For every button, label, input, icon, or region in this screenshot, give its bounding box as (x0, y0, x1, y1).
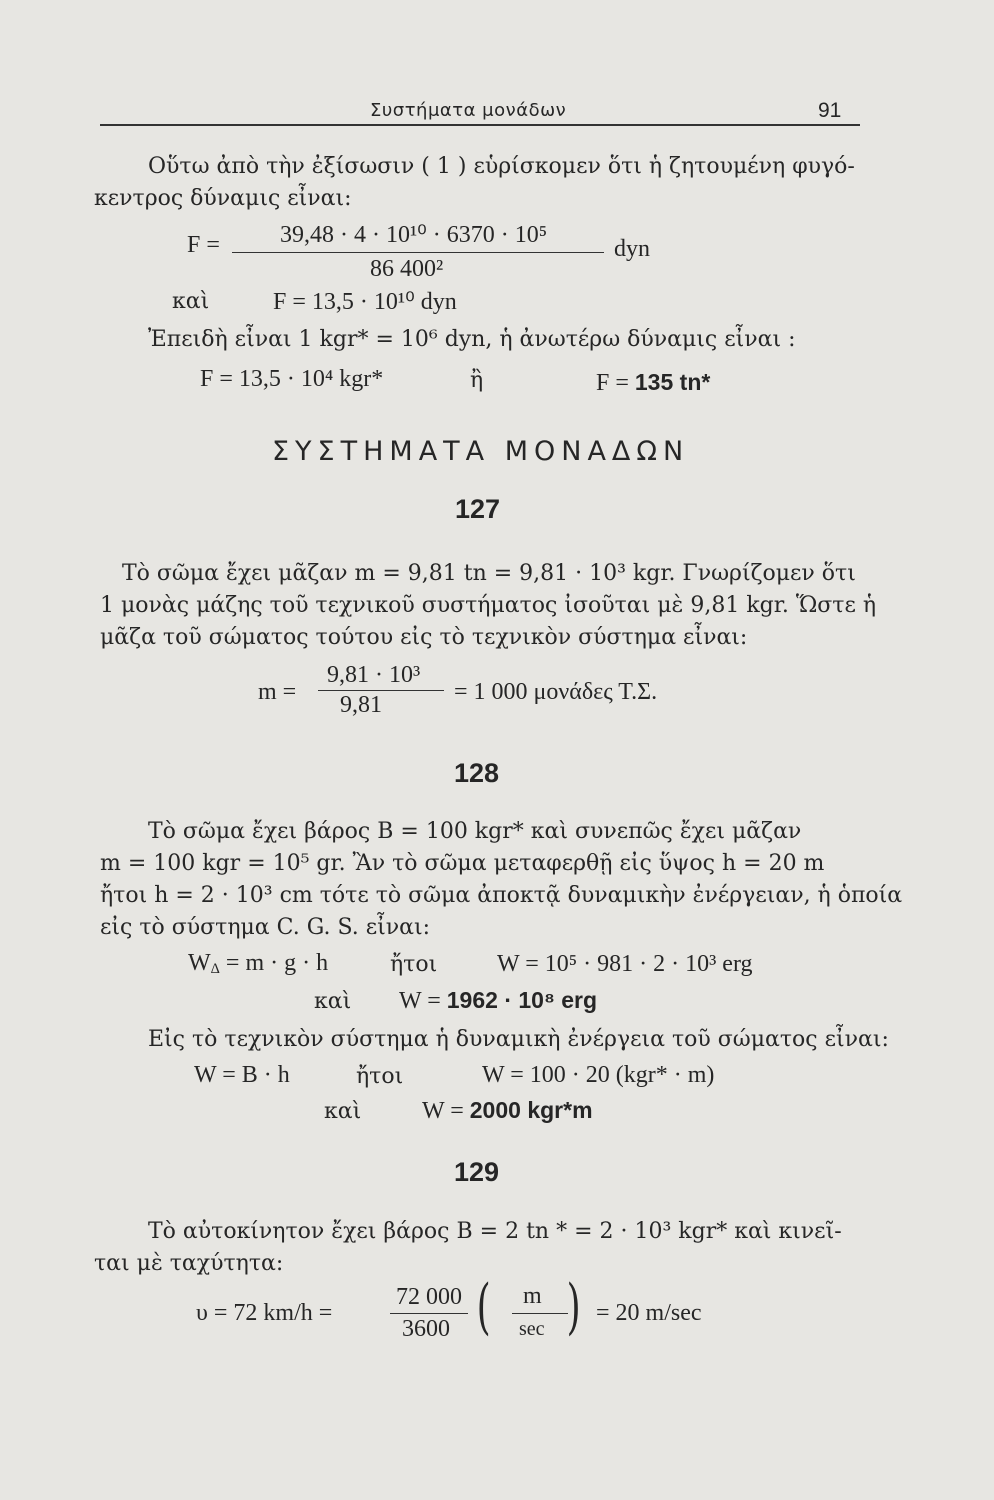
formula1-unit: dyn (614, 236, 650, 262)
p128-eq1-sub: Δ (210, 960, 220, 977)
p128-eq3-left: W = B · h (194, 1062, 290, 1088)
p129-line-1: Τὸ αὐτοκίνητον ἔχει βάρος B = 2 tn * = 2 · 10³ kgr* καὶ κινεῖ- (148, 1219, 842, 1244)
p127-formula-lhs: m = (258, 679, 297, 705)
p128-eq3-mid: ἤτοι (356, 1064, 404, 1089)
p128-eq1-left (188, 950, 328, 977)
intro-line-3: Ἐπειδὴ εἶναι 1 kgr* = 10⁶ dyn, ἡ ἀνωτέρω δύναμις εἶναι : (148, 327, 796, 352)
p128-line-2: m = 100 kgr = 10⁵ gr. Ἂν τὸ σῶμα μεταφερθῇ εἰς ὕψος h = 20 m (100, 851, 825, 876)
page-number: 91 (818, 99, 842, 122)
p127-fraction-bar (318, 690, 444, 691)
problem-128-number: 128 (454, 758, 500, 788)
formula3-right (596, 369, 710, 397)
formula3-or: ἢ (470, 368, 484, 393)
p129-right-paren: ) (566, 1272, 581, 1342)
p128-eq1-rest: = m · g · h (219, 950, 329, 976)
p128-eq1-mid: ἤτοι (390, 952, 438, 977)
formula2-prefix: καὶ (172, 289, 210, 314)
p128-line-3: ἤτοι h = 2 · 10³ cm τότε τὸ σῶμα ἀποκτᾷ δυναμικὴν ἐνέργειαν, ἡ ὁποία (100, 883, 903, 908)
section-title: ΣΥΣΤΗΜΑΤΑ ΜΟΝΑΔΩΝ (272, 436, 690, 467)
running-header-title: Συστήματα μονάδων (370, 100, 567, 121)
p128-eq3-right: W = 100 · 20 (kgr* · m) (482, 1062, 715, 1088)
p129-formula-num2: m (523, 1283, 542, 1309)
header-rule (100, 124, 860, 126)
formula3-right-bold: 135 tn* (634, 369, 711, 395)
intro-line-2: κεντρος δύναμις εἶναι: (94, 186, 352, 211)
p128-eq2-bold: 1962 · 10⁸ erg (446, 987, 598, 1013)
p128-eq2-prefix: καὶ (314, 989, 352, 1014)
p129-left-paren: ( (476, 1272, 491, 1342)
p129-line-2: ται μὲ ταχύτητα: (94, 1251, 284, 1276)
p128-eq4-prefix: καὶ (324, 1099, 362, 1124)
formula2-text: F = 13,5 · 10¹⁰ dyn (273, 289, 457, 315)
p127-formula-numerator: 9,81 · 10³ (327, 662, 421, 688)
p128-eq2 (399, 987, 597, 1015)
p127-formula-rhs: = 1 000 μονάδες Τ.Σ. (454, 679, 658, 705)
p128-line-1: Τὸ σῶμα ἔχει βάρος B = 100 kgr* καὶ συνεπῶς ἔχει μᾶζαν (148, 819, 802, 844)
p128-line-4: εἰς τὸ σύστημα C. G. S. εἶναι: (100, 915, 431, 940)
p129-fraction-bar-2 (512, 1313, 568, 1314)
problem-127-number: 127 (455, 494, 501, 524)
p128-line-5: Εἰς τὸ τεχνικὸν σύστημα ἡ δυναμικὴ ἐνέργεια τοῦ σώματος εἶναι: (148, 1027, 889, 1052)
p128-eq4-bold: 2000 kgr*m (469, 1097, 593, 1123)
p128-eq1-right: W = 10⁵ · 981 · 2 · 10³ erg (497, 951, 753, 977)
formula1-numerator: 39,48 · 4 · 10¹⁰ · 6370 · 10⁵ (280, 222, 548, 248)
formula3-right-plain: F = (596, 370, 635, 396)
p127-formula-denominator: 9,81 (340, 692, 382, 718)
problem-129-number: 129 (454, 1157, 500, 1187)
p129-formula-rhs: = 20 m/sec (596, 1300, 702, 1326)
p129-formula-lhs: υ = 72 km/h = (196, 1300, 333, 1326)
p129-formula-den2: sec (519, 1318, 545, 1340)
p129-formula-den1: 3600 (402, 1316, 450, 1342)
p128-eq2-plain: W = (399, 988, 447, 1014)
formula1-lhs: F = (187, 232, 220, 258)
p128-eq4 (422, 1097, 593, 1125)
formula1-denominator: 86 400² (370, 256, 444, 282)
formula1-fraction-bar (232, 252, 604, 253)
p129-formula-num1: 72 000 (396, 1284, 462, 1310)
p127-line-1: Τὸ σῶμα ἔχει μᾶζαν m = 9,81 tn = 9,81 · 10³ kgr. Γνωρίζομεν ὅτι (122, 561, 856, 586)
p128-eq4-plain: W = (422, 1098, 470, 1124)
p127-line-3: μᾶζα τοῦ σώματος τούτου εἰς τὸ τεχνικὸν σύστημα εἶναι: (100, 625, 748, 650)
p128-eq1-W: W (188, 950, 211, 976)
formula3-left: F = 13,5 · 10⁴ kgr* (200, 366, 384, 392)
p129-fraction-bar-1 (390, 1313, 468, 1314)
p127-line-2: 1 μονὰς μάζης τοῦ τεχνικοῦ συστήματος ἰσοῦται μὲ 9,81 kgr. Ὥστε ἡ (100, 593, 877, 618)
intro-line-1: Οὕτω ἀπὸ τὴν ἐξίσωσιν ( 1 ) εὑρίσκομεν ὅτι ἡ ζητουμένη φυγό- (148, 154, 855, 179)
